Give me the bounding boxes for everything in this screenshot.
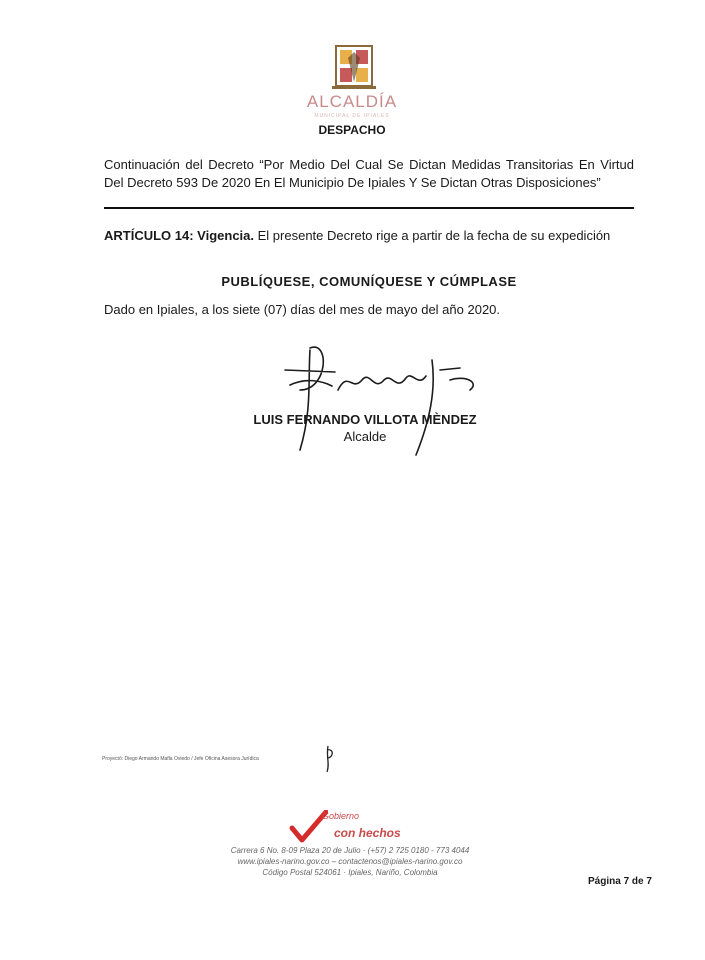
footer-web: www.ipiales-narino.gov.co – contactenos@ipiales-narino.gov.co xyxy=(237,857,463,866)
footer-address: Carrera 6 No. 8-09 Plaza 20 de Julio · (+57) 2 725 0180 - 773 4044 xyxy=(230,846,470,855)
closing-formula: PUBLÍQUESE, COMUNÍQUESE Y CÚMPLASE xyxy=(221,274,517,289)
signer-role: Alcalde xyxy=(343,429,387,444)
gov-slogan-line1: Gobierno xyxy=(322,811,360,821)
article-label: ARTÍCULO 14: Vigencia. xyxy=(104,228,255,243)
article-14 xyxy=(104,226,634,245)
initials-mark xyxy=(322,744,338,774)
office-name: DESPACHO xyxy=(318,123,386,137)
municipal-crest-logo xyxy=(328,42,380,92)
projected-by-note: Proyectó: Diego Armando Mafla Oviedo / Jefe Oficina Asesora Jurídica xyxy=(102,756,259,762)
brand-subtitle: MUNICIPAL DE IPIALES xyxy=(314,113,390,119)
divider xyxy=(104,207,634,209)
article-text: El presente Decreto rige a partir de la fecha de su expedición xyxy=(257,228,611,243)
gov-slogan-line2: con hechos xyxy=(334,826,401,840)
handwritten-signature xyxy=(240,330,510,470)
signer-name: LUIS FERNANDO VILLOTA MÈNDEZ xyxy=(253,412,477,427)
footer-postal: Código Postal 524061 · Ipiales, Nariño, Colombia xyxy=(262,868,438,877)
footer-contact xyxy=(160,845,540,878)
page-number: Página 7 de 7 xyxy=(588,876,652,887)
brand-title: ALCALDÍA xyxy=(306,92,398,111)
decree-continuation: Continuación del Decreto “Por Medio Del Cual Se Dictan Medidas Transitorias En Virtud Del Decreto 593 De 2020 En El Municipio De Ipiales Y Se Dictan Otras Disposiciones” xyxy=(104,157,634,190)
dated-line: Dado en Ipiales, a los siete (07) días del mes de mayo del año 2020. xyxy=(104,302,501,317)
